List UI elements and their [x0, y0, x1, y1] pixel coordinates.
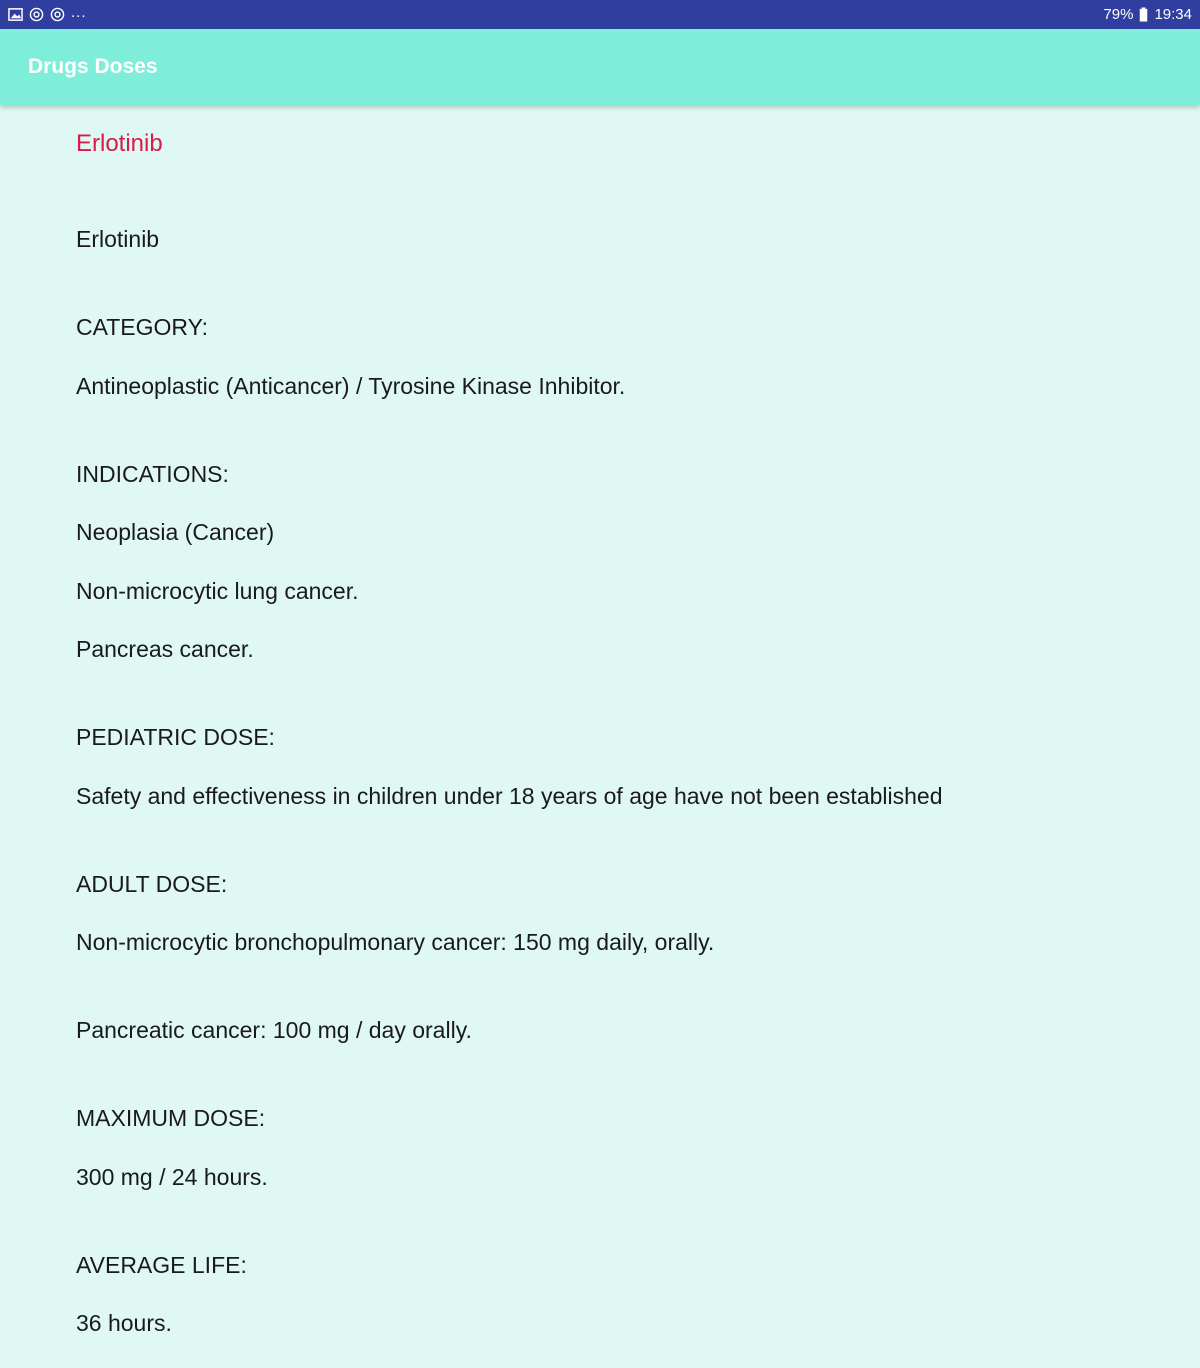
indication-item: Neoplasia (Cancer) [76, 519, 275, 546]
adult-dose-1: Non-microcytic bronchopulmonary cancer: 150 mg daily, orally. [76, 929, 715, 956]
overflow-indicator: ... [71, 4, 87, 21]
indication-item: Pancreas cancer. [76, 636, 254, 663]
status-right [1103, 6, 1192, 23]
category-value: Antineoplastic (Anticancer) / Tyrosine Kinase Inhibitor. [76, 372, 626, 399]
at-icon [29, 7, 44, 22]
adult-dose-2: Pancreatic cancer: 100 mg / day orally. [76, 1017, 472, 1044]
pediatric-value: Safety and effectiveness in children under 18 years of age have not been established [76, 782, 943, 809]
adult-heading: ADULT DOSE: [76, 870, 228, 897]
clock: 19:34 [1154, 6, 1192, 23]
average-life-heading: AVERAGE LIFE: [76, 1251, 247, 1278]
pediatric-heading: PEDIATRIC DOSE: [76, 724, 275, 751]
max-dose-heading: MAXIMUM DOSE: [76, 1105, 266, 1132]
category-heading: CATEGORY: [76, 314, 209, 341]
drug-name: Erlotinib [76, 226, 160, 253]
battery-percent: 79% [1103, 6, 1134, 23]
image-icon [8, 7, 23, 22]
app-bar [0, 29, 1200, 105]
status-left [8, 4, 87, 22]
indications-heading: INDICATIONS: [76, 460, 229, 487]
max-dose-value: 300 mg / 24 hours. [76, 1163, 268, 1190]
at-icon [50, 7, 65, 22]
drug-body [76, 196, 943, 1368]
app-title: Drugs Doses [28, 55, 158, 78]
status-bar [0, 0, 1200, 29]
battery-icon [1139, 7, 1148, 22]
average-life-value: 36 hours. [76, 1310, 172, 1337]
indication-item: Non-microcytic lung cancer. [76, 577, 359, 604]
drug-title: Erlotinib [76, 130, 163, 157]
